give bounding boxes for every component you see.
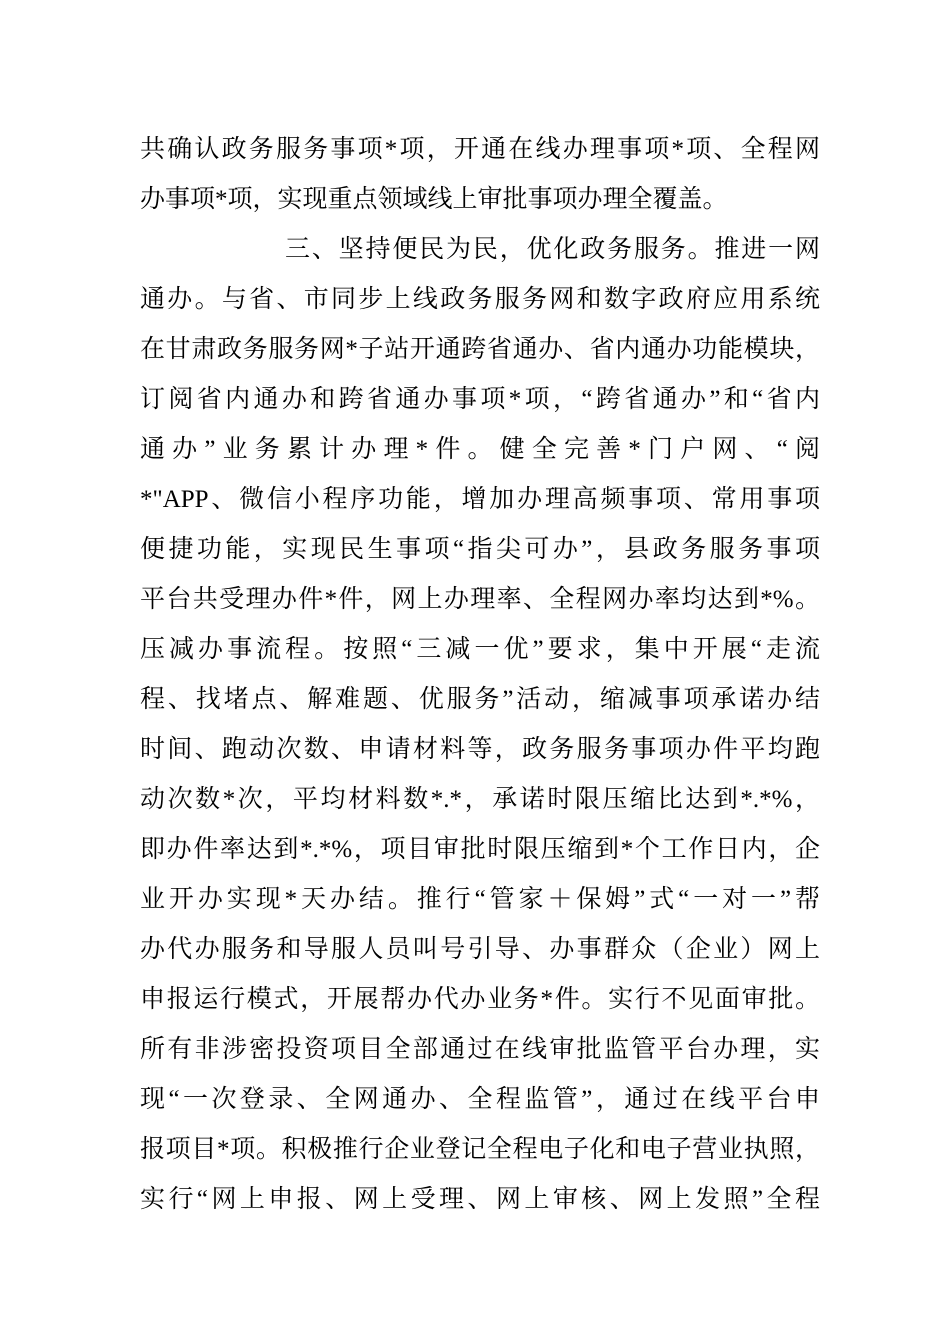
text-line: 现“一次登录、全网通办、全程监管”，通过在线平台申 <box>140 1086 820 1113</box>
text-line: 便捷功能，实现民生事项“指尖可办”，县政务服务事项 <box>140 536 820 563</box>
text-line: 平台共受理办件*件，网上办理率、全程网办率均达到*%。 <box>140 586 820 613</box>
paragraph-section-3 <box>140 225 820 1225</box>
text-line: 动次数*次，平均材料数*.*，承诺时限压缩比达到*.*%， <box>140 786 820 813</box>
text-line: 报项目*项。积极推行企业登记全程电子化和电子营业执照， <box>140 1136 820 1163</box>
text-line: 通办。与省、市同步上线政务服务网和数字政府应用系统 <box>140 286 820 313</box>
section-heading-line: 三、坚持便民为民，优化政务服务。推进一网 <box>285 236 820 263</box>
text-line: 办事项*项，实现重点领域线上审批事项办理全覆盖。 <box>140 186 728 213</box>
text-line: 共确认政务服务事项*项，开通在线办理事项*项、全程网 <box>140 136 820 163</box>
text-line: 压减办事流程。按照“三减一优”要求，集中开展“走流 <box>140 636 820 663</box>
text-line: 申报运行模式，开展帮办代办业务*件。实行不见面审批。 <box>140 986 820 1013</box>
text-line: 业开办实现*天办结。推行“管家＋保姆”式“一对一”帮 <box>140 886 820 913</box>
text-line: 所有非涉密投资项目全部通过在线审批监管平台办理，实 <box>140 1036 820 1063</box>
text-line: 即办件率达到*.*%，项目审批时限压缩到*个工作日内，企 <box>140 836 820 863</box>
text-line: 在甘肃政务服务网*子站开通跨省通办、省内通办功能模块， <box>140 336 820 363</box>
text-line: 通办”业务累计办理*件。健全完善*门户网、“阅 <box>140 436 820 463</box>
text-line: 程、找堵点、解难题、优服务”活动，缩减事项承诺办结 <box>140 686 820 713</box>
text-line: 时间、跑动次数、申请材料等，政务服务事项办件平均跑 <box>140 736 820 763</box>
text-line: 办代办服务和导服人员叫号引导、办事群众（企业）网上 <box>140 936 820 963</box>
text-line: 实行“网上申报、网上受理、网上审核、网上发照”全程 <box>140 1186 820 1213</box>
document-body <box>140 125 820 1225</box>
paragraph-continued <box>140 125 820 225</box>
text-line: *"APP、微信小程序功能，增加办理高频事项、常用事项 <box>140 486 820 513</box>
text-line: 订阅省内通办和跨省通办事项*项，“跨省通办”和“省内 <box>140 386 820 413</box>
